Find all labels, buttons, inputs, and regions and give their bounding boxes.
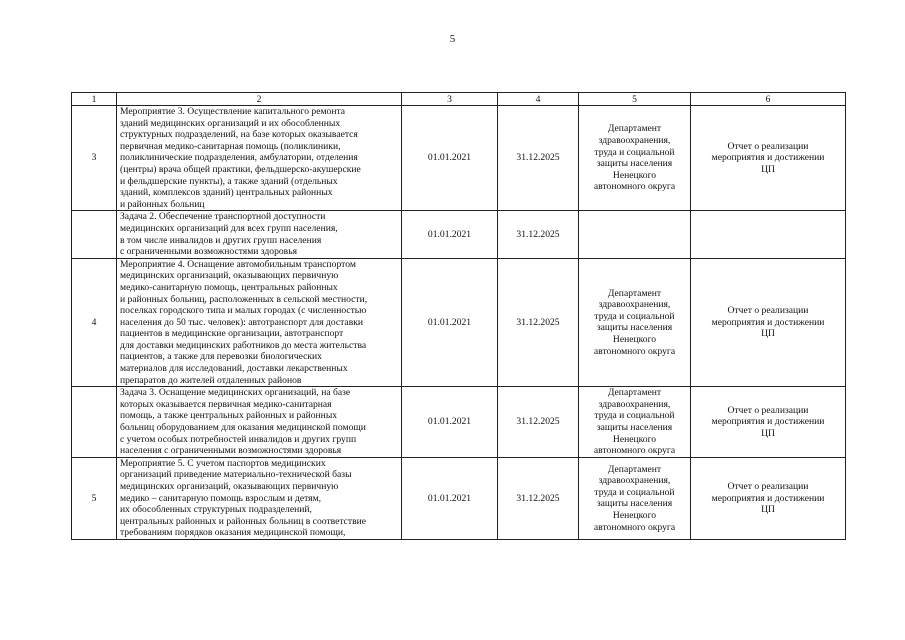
description-line: Мероприятие 3. Осуществление капитального ремонта	[120, 106, 346, 117]
row-number-cell	[72, 387, 117, 458]
description-line: Задача 3. Оснащение медицинских организаций, на базе	[120, 387, 351, 399]
page-number: 5	[449, 33, 456, 45]
result-cell	[691, 106, 846, 211]
executor-line: Департамент	[607, 463, 662, 475]
row-number-cell: 4	[72, 258, 117, 387]
description-line: медико – санитарную помощь взрослым и детям,	[120, 492, 322, 504]
description-cell	[117, 211, 402, 258]
description-line: больниц оборудованием для оказания медицинской помощи	[120, 422, 366, 434]
description-line: и фельдшерские пункты), а также зданий (отдельных	[120, 175, 338, 187]
executor-cell	[579, 457, 691, 539]
description-line: и районных больниц, расположенных в сельской местности,	[120, 293, 368, 305]
result-line: Отчет о реализации	[727, 140, 809, 152]
result-line: мероприятия и достижении	[711, 416, 825, 428]
executor-line: Департамент	[607, 287, 662, 299]
row-number-cell: 3	[72, 106, 117, 211]
description-line: пациентов, а также для перевозки биологических	[120, 351, 322, 363]
result-cell	[691, 258, 846, 387]
executor-line: защиты населения	[596, 158, 673, 170]
result-cell	[691, 457, 846, 539]
end-date-cell: 31.12.2025	[498, 211, 579, 258]
executor-line: защиты населения	[596, 422, 673, 434]
executor-line: Ненецкого	[612, 433, 657, 445]
description-line: Задача 2. Обеспечение транспортной доступности	[120, 211, 326, 223]
executor-cell	[579, 387, 691, 458]
description-cell	[117, 457, 402, 539]
activities-table	[71, 92, 846, 540]
executor-line: защиты населения	[596, 322, 673, 334]
description-line: (центры) врача общей практики, фельдшерско-акушерские	[120, 163, 361, 175]
description-line: населения до 50 тыс. человек): автотранспорт для доставки	[120, 316, 364, 328]
executor-line: автономного округа	[593, 345, 676, 357]
table-row	[72, 211, 846, 258]
description-cell	[117, 258, 402, 387]
executor-line: здравоохранения,	[598, 398, 671, 410]
end-date-cell: 31.12.2025	[498, 387, 579, 458]
result-line: ЦП	[761, 427, 775, 439]
header-cell: 4	[498, 93, 579, 106]
header-cell: 5	[579, 93, 691, 106]
start-date-cell: 01.01.2021	[402, 387, 498, 458]
result-line: Отчет о реализации	[727, 404, 809, 416]
start-date-cell: 01.01.2021	[402, 258, 498, 387]
result-cell	[691, 211, 846, 258]
result-line: Отчет о реализации	[727, 481, 809, 492]
description-line: Мероприятие 4. Оснащение автомобильным транспортом	[120, 258, 356, 270]
header-cell: 2	[117, 93, 402, 106]
end-date-cell: 31.12.2025	[498, 457, 579, 539]
description-line: медико-санитарную помощь, центральных районных	[120, 281, 338, 293]
result-line: мероприятия и достижении	[711, 152, 825, 164]
start-date-cell: 01.01.2021	[402, 106, 498, 211]
executor-line: труда и социальной	[594, 146, 675, 158]
executor-cell	[579, 211, 691, 258]
result-line: ЦП	[761, 504, 775, 516]
description-line: Мероприятие 5. С учетом паспортов медицинских	[120, 457, 326, 469]
description-line: помощь, а также центральных районных и районных	[120, 410, 338, 422]
table-row	[72, 457, 846, 539]
executor-line: автономного округа	[593, 521, 676, 533]
description-line: центральных районных и районных больниц в соответствие	[120, 515, 367, 527]
description-line: препаратов до жителей отдаленных районов	[120, 374, 302, 386]
result-cell	[691, 387, 846, 458]
executor-line: Ненецкого	[612, 509, 657, 521]
executor-line: Департамент	[607, 123, 662, 135]
table-row	[72, 258, 846, 387]
result-line: ЦП	[761, 328, 775, 340]
table-header-row	[72, 93, 846, 106]
executor-line: здравоохранения,	[598, 475, 671, 487]
description-line: с ограниченными возможностями здоровья	[120, 246, 298, 258]
description-cell	[117, 106, 402, 211]
executor-line: Ненецкого	[612, 169, 657, 181]
description-line: организаций приведение материально-технической базы	[120, 469, 352, 481]
result-line: ЦП	[761, 163, 775, 175]
description-line: зданий, комплексов зданий) центральных районных	[120, 187, 333, 199]
description-line: зданий медицинских организаций и их обособленных	[120, 117, 341, 129]
start-date-cell: 01.01.2021	[402, 457, 498, 539]
header-cell: 3	[402, 93, 498, 106]
executor-line: здравоохранения,	[598, 134, 671, 146]
executor-line: автономного округа	[593, 181, 676, 193]
description-line: пациентов в медицинские организации, автотранспорт	[120, 328, 344, 340]
description-line: для доставки медицинских работников до места жительства	[120, 339, 367, 351]
executor-line: труда и социальной	[594, 310, 675, 322]
start-date-cell: 01.01.2021	[402, 211, 498, 258]
description-line: медицинских организаций, оказывающих первичную	[120, 481, 339, 492]
description-line: населения с ограниченными возможностями здоровья	[120, 445, 342, 457]
description-line: с учетом особых потребностей инвалидов и других групп	[120, 433, 357, 445]
description-line: медицинских организаций, оказывающих первичную	[120, 270, 339, 282]
header-cell: 6	[691, 93, 846, 106]
executor-line: здравоохранения,	[598, 299, 671, 311]
description-line: их обособленных структурных подразделений,	[120, 504, 312, 516]
description-line: требованиям порядков оказания медицинской помощи,	[120, 527, 346, 539]
description-line: поликлинические подразделения, амбулатории, отделения	[120, 152, 358, 164]
executor-line: защиты населения	[596, 498, 673, 510]
table-row	[72, 106, 846, 211]
result-line: мероприятия и достижении	[711, 492, 825, 504]
description-line: в том числе инвалидов и других групп населения	[120, 234, 322, 246]
executor-line: труда и социальной	[594, 486, 675, 498]
result-line: Отчет о реализации	[727, 305, 809, 317]
description-line: материалов для исследований, доставки лекарственных	[120, 363, 348, 375]
description-line: поселках городского типа и малых городах (с численностью	[120, 305, 367, 317]
result-line: мероприятия и достижении	[711, 316, 825, 328]
executor-line: Ненецкого	[612, 334, 657, 346]
end-date-cell: 31.12.2025	[498, 258, 579, 387]
executor-line: автономного округа	[593, 445, 676, 457]
header-cell: 1	[72, 93, 117, 106]
end-date-cell: 31.12.2025	[498, 106, 579, 211]
table-row	[72, 387, 846, 458]
description-line: медицинских организаций для всех групп населения,	[120, 222, 338, 234]
description-line: которых оказывается первичная медико-санитарная	[120, 398, 332, 410]
executor-cell	[579, 106, 691, 211]
description-cell	[117, 387, 402, 458]
executor-line: Департамент	[607, 387, 662, 399]
description-line: и районных больниц	[120, 198, 205, 210]
executor-cell	[579, 258, 691, 387]
executor-line: труда и социальной	[594, 410, 675, 422]
description-line: первичная медико-санитарная помощь (поликлиники,	[120, 140, 341, 152]
row-number-cell: 5	[72, 457, 117, 539]
description-line: структурных подразделений, на базе которых оказывается	[120, 129, 358, 141]
row-number-cell	[72, 211, 117, 258]
